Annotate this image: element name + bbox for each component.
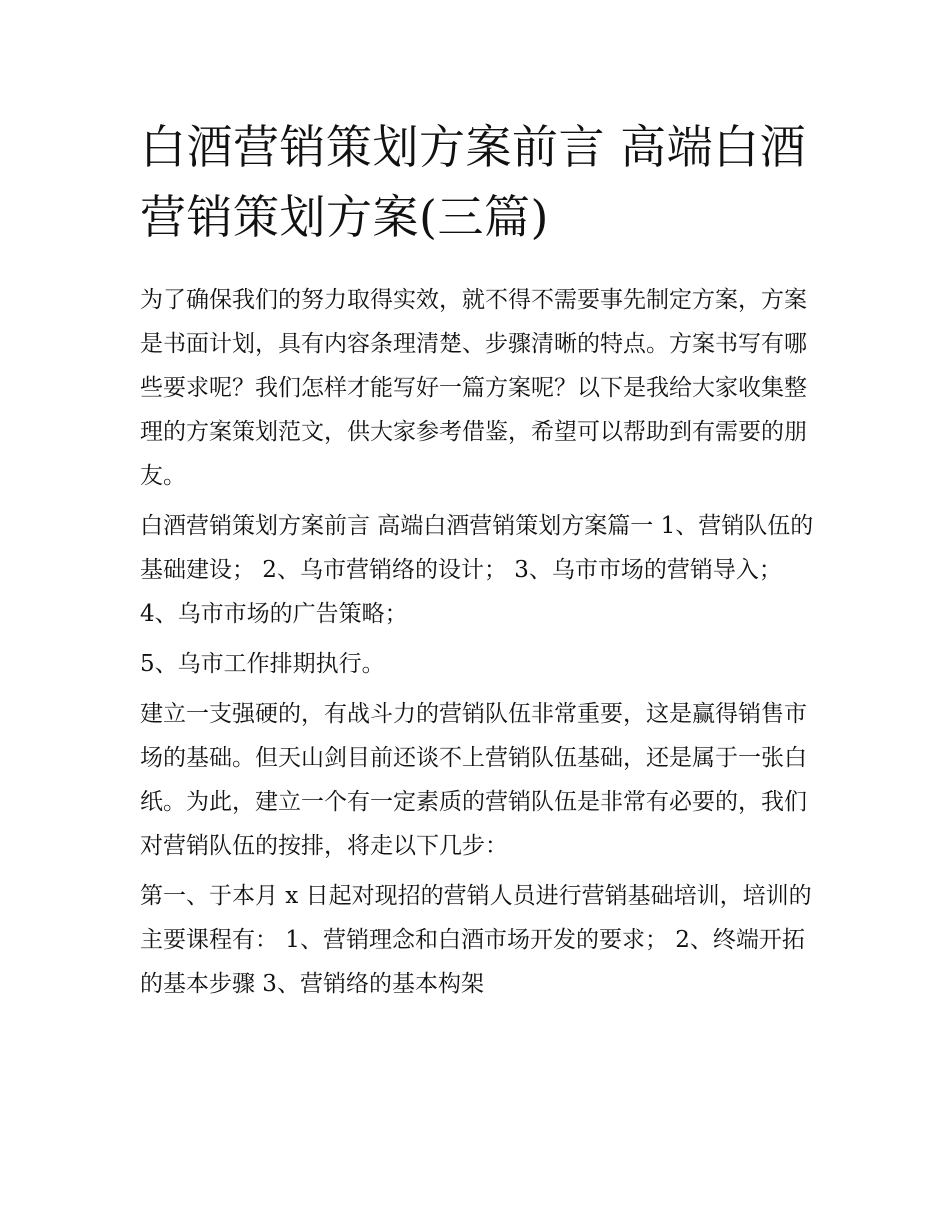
paragraph-part-one-outline: 白酒营销策划方案前言 高端白酒营销策划方案篇一 1、营销队伍的基础建设； 2、乌市营销络的设计； 3、乌市市场的营销导入； 4、乌市市场的广告策略； — [140, 513, 814, 627]
paragraph-intro: 为了确保我们的努力取得实效，就不得不需要事先制定方案，方案是书面计划，具有内容条理清楚、步骤清晰的特点。方案书写有哪些要求呢？我们怎样才能写好一篇方案呢？以下是我给大家收集整理的方案策划范文，供大家参考借鉴，希望可以帮助到有需要的朋友。 — [140, 287, 807, 489]
document-page — [140, 112, 820, 1006]
paragraph-training-step-one: 第一、于本月 x 日起对现招的营销人员进行营销基础培训，培训的主要课程有： 1、营销理念和白酒市场开发的要求； 2、终端开拓的基本步骤 3、营销络的基本构架 — [140, 883, 812, 997]
paragraph-team-building: 建立一支强硬的，有战斗力的营销队伍非常重要，这是赢得销售市场的基础。但天山剑目前还谈不上营销队伍基础，还是属于一张白纸。为此，建立一个有一定素质的营销队伍是非常有必要的，我们对营销队伍的按排，将走以下几步： — [140, 701, 807, 859]
document-title: 白酒营销策划方案前言 高端白酒营销策划方案(三篇) — [140, 120, 807, 244]
paragraph-outline-item-5: 5、乌市工作排期执行。 — [140, 651, 385, 677]
